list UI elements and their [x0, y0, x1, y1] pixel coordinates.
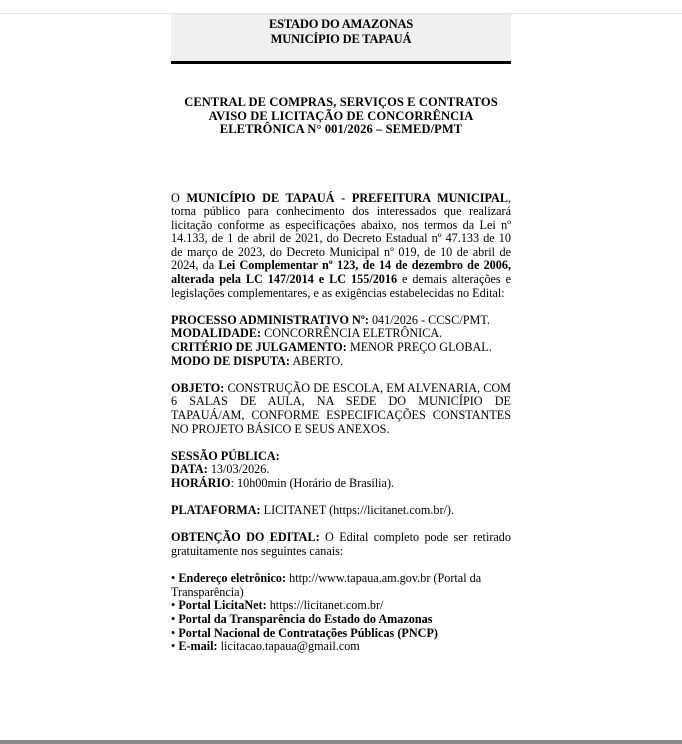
canal-item	[171, 627, 511, 641]
canal-label: Endereço eletrônico:	[178, 571, 287, 586]
horario-line	[171, 477, 511, 491]
modalidade-label: MODALIDADE:	[171, 326, 262, 341]
objeto-value: CONSTRUÇÃO DE ESCOLA, EM ALVENARIA, COM 6 SALAS DE AULA, NA SEDE DO MUNICÍPIO DE TAPAUÁ/AM, CONFORME ESPECIFICAÇÕES CONSTANTES NO PROJETO BÁSICO E SEUS ANEXOS.	[171, 380, 511, 436]
data-label: DATA:	[171, 462, 208, 477]
intro-prefix: O	[171, 190, 187, 205]
data-value: 13/03/2026.	[207, 462, 270, 477]
plataforma-section	[171, 504, 511, 518]
modo-label: MODO DE DISPUTA:	[171, 353, 290, 368]
obtencao-label: OBTENÇÃO DO EDITAL:	[171, 530, 320, 545]
sessao-label: SESSÃO PÚBLICA:	[171, 448, 280, 463]
bullet-icon: •	[171, 639, 179, 654]
objeto-label: OBJETO:	[171, 380, 225, 395]
modalidade-value: CONCORRÊNCIA ELETRÔNICA.	[261, 326, 443, 341]
canal-item	[171, 572, 511, 599]
canal-value: http://www.tapaua.am.gov.br (Portal da Transparência)	[171, 571, 482, 599]
intro-text-2: e demais alterações e legislações complementares, e as exigências estabelecidas no Edital:	[171, 272, 511, 300]
processo-label: PROCESSO ADMINISTRATIVO Nº:	[171, 312, 369, 327]
horario-label: HORÁRIO	[171, 475, 231, 490]
title-line-1: CENTRAL DE COMPRAS, SERVIÇOS E CONTRATOS	[184, 95, 498, 109]
criterio-label: CRITÉRIO DE JULGAMENTO:	[171, 340, 347, 355]
bullet-icon: •	[171, 598, 179, 613]
canal-item	[171, 613, 511, 627]
canal-label: Portal LicitaNet:	[178, 598, 267, 613]
sessao-section	[171, 450, 511, 491]
canais-list	[171, 572, 511, 654]
canal-item	[171, 640, 511, 654]
criterio-line	[171, 341, 511, 355]
canal-value: licitacao.tapaua@gmail.com	[217, 639, 360, 654]
canal-label: Portal Nacional de Contratações Públicas (PNCP)	[178, 625, 438, 640]
horizontal-scrollbar[interactable]	[0, 740, 682, 744]
document-page	[171, 14, 511, 654]
header-state: ESTADO DO AMAZONAS	[268, 17, 414, 31]
title-line-3: ELETRÔNICA N° 001/2026 – SEMED/PMT	[219, 122, 463, 136]
canal-value: https://licitanet.com.br/	[266, 598, 384, 613]
canal-item	[171, 599, 511, 613]
modalidade-line	[171, 327, 511, 341]
bullet-icon: •	[171, 625, 179, 640]
horario-value: : 10h00min (Horário de Brasília).	[230, 475, 395, 490]
plataforma-value: LICITANET (https://licitanet.com.br/).	[260, 503, 455, 518]
bullet-icon: •	[171, 611, 179, 626]
document-header	[171, 14, 511, 64]
modo-line	[171, 355, 511, 369]
intro-entity: MUNICÍPIO DE TAPAUÁ - PREFEITURA MUNICIPAL	[186, 190, 508, 205]
intro-paragraph	[171, 192, 511, 301]
obtencao-value: O Edital completo pode ser retirado gratuitamente nos seguintes canais:	[171, 530, 511, 558]
processo-value: 041/2026 - CCSC/PMT.	[368, 312, 490, 327]
criterio-value: MENOR PREÇO GLOBAL.	[346, 340, 492, 355]
data-line	[171, 463, 511, 477]
canal-label: Portal da Transparência do Estado do Amazonas	[178, 611, 433, 626]
objeto-section	[171, 382, 511, 436]
plataforma-label: PLATAFORMA:	[171, 503, 261, 518]
modo-value: ABERTO.	[289, 353, 344, 368]
processo-line	[171, 314, 511, 328]
notice-title	[171, 96, 511, 137]
intro-law: Lei Complementar nº 123, de 14 de dezembro de 2006, alterada pela LC 147/2014 e LC 155/2016	[171, 258, 511, 287]
header-municipality: MUNICÍPIO DE TAPAUÁ	[270, 32, 412, 46]
obtencao-section	[171, 531, 511, 558]
details-section	[171, 314, 511, 368]
intro-text-1: , torna público para conhecimento dos interessados que realizará licitação conforme as especificações abaixo, nos termos da Lei nº 14.133, de 1 de abril de 2021, do Decreto Estadual nº 47.133 de 10 de março de 2023, do Decreto Municipal nº 019, de 10 de abril de 2024, da	[171, 190, 511, 273]
canal-label: E-mail:	[178, 639, 218, 654]
title-line-2: AVISO DE LICITAÇÃO DE CONCORRÊNCIA	[208, 108, 474, 123]
bullet-icon: •	[171, 571, 179, 586]
